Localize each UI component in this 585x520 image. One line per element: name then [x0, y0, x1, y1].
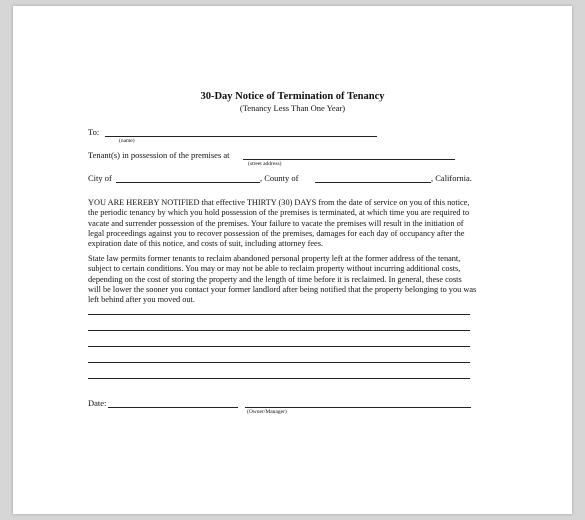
street-address-caption: (street address): [248, 161, 282, 167]
blank-writing-line-4[interactable]: [88, 362, 470, 363]
state-law-line: left behind after you moved out.: [88, 295, 195, 305]
notice-paragraph: [88, 198, 469, 249]
date-label: Date:: [88, 398, 107, 408]
notice-line: vacate and surrender possession of the premises. Your failure to vacate the premises will result in the initiation of: [88, 218, 464, 228]
notice-line: expiration date of this notice, and costs of suit, including attorney fees.: [88, 239, 324, 249]
name-field-line[interactable]: [105, 136, 377, 137]
state-law-paragraph: [88, 254, 476, 305]
state-law-line: State law permits former tenants to reclaim abandoned personal property left at the former address of the tenant,: [88, 254, 461, 263]
date-field-line[interactable]: [108, 407, 238, 408]
signature-field-line[interactable]: [245, 407, 471, 408]
california-label: , California.: [431, 173, 472, 183]
tenants-label: Tenant(s) in possession of the premises at: [88, 150, 230, 160]
street-address-field-line[interactable]: [243, 159, 455, 160]
city-field-line[interactable]: [116, 182, 260, 183]
state-law-line: depending on the cost of storing the property and the length of time before it is reclaimed. In general, these costs: [88, 274, 462, 284]
document-page: [13, 6, 572, 514]
county-field-line[interactable]: [315, 182, 431, 183]
notice-line: YOU ARE HEREBY NOTIFIED that effective THIRTY (30) DAYS from the date of service on you of this notice,: [88, 198, 470, 207]
document-subtitle: (Tenancy Less Than One Year): [239, 103, 346, 113]
notice-line: legal proceedings against you to recover possession of the premises, damages for each day of occupancy after the: [88, 228, 465, 238]
county-label: , County of: [260, 173, 299, 183]
blank-writing-line-1[interactable]: [88, 314, 470, 315]
owner-manager-caption: (Owner/Manager): [247, 409, 287, 415]
city-label: City of: [88, 173, 112, 183]
state-law-line: will be lower the sooner you contact your former landlord after being notified that the property belonging to you was: [88, 284, 477, 294]
notice-line: the periodic tenancy by which you hold possession of the premises is terminated, at which time you are required to: [88, 208, 470, 218]
state-law-line: subject to certain conditions. You may or may not be able to reclaim property without incurring additional costs,: [88, 264, 461, 274]
blank-writing-line-3[interactable]: [88, 346, 470, 347]
name-caption: (name): [119, 138, 135, 144]
document-title: 30-Day Notice of Termination of Tenancy: [200, 91, 385, 102]
to-label: To:: [88, 127, 100, 137]
blank-writing-line-2[interactable]: [88, 330, 470, 331]
blank-writing-line-5[interactable]: [88, 378, 470, 379]
